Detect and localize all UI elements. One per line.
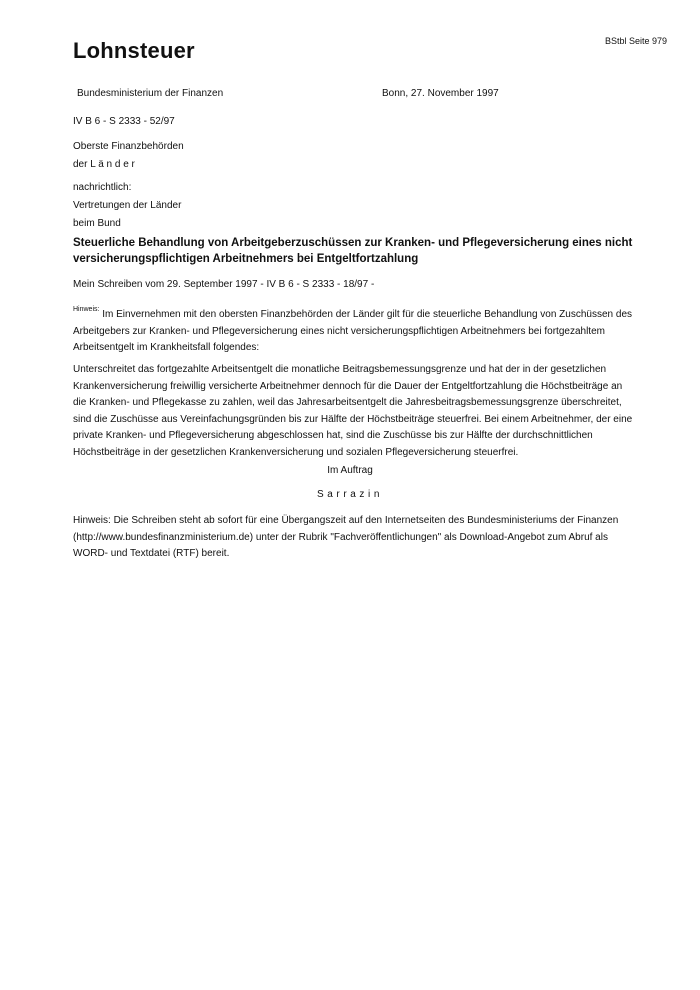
- body-paragraph-1: [73, 302, 633, 357]
- on-behalf-line: Im Auftrag: [327, 465, 373, 476]
- cc-line: beim Bund: [73, 218, 121, 229]
- subject-heading: Steuerliche Behandlung von Arbeitgeberzuschüssen zur Kranken- und Pflegeversicherung eines nicht versicherungspflichtigen Arbeitnehmers bei Entgeltfortzahlung: [73, 237, 633, 265]
- footer-note: Hinweis: Die Schreiben steht ab sofort für eine Übergangszeit auf den Internetseiten des Bundesministeriums der Finanzen (http://www.bundesfinanzministerium.de) unter der Rubrik "Fachveröffentlichungen" als Download-Angebot zum Abruf als WORD- und Textdatei (RTF) bereit.: [73, 515, 619, 559]
- page-reference: BStbl Seite 979: [604, 36, 667, 46]
- recipient-line: Oberste Finanzbehörden: [73, 141, 184, 152]
- cc-line: nachrichtlich:: [73, 182, 132, 193]
- recipients-block: [73, 138, 184, 174]
- signature: Sarrazin: [316, 489, 384, 500]
- page-title: Lohnsteuer: [73, 38, 195, 63]
- cc-line: Vertretungen der Länder: [73, 200, 182, 211]
- hint-label: Hinweis:: [73, 306, 100, 313]
- recipient-line: der L ä n d e r: [73, 159, 135, 170]
- cc-block: [73, 179, 181, 233]
- paragraph-1-text: Im Einvernehmen mit den obersten Finanzbehörden der Länder gilt für die steuerliche Behandlung von Zuschüssen des Arbeitgebers zur Kranken- und Pflegeversicherung eines nicht versicherungspflichtigen Arbeitnehmers bei fortgezahltem Arbeitsentgelt im Krankheitsfall folgendes:: [73, 309, 632, 353]
- previous-reference: Mein Schreiben vom 29. September 1997 - IV B 6 - S 2333 - 18/97 -: [73, 279, 375, 290]
- body-paragraph-2: Unterschreitet das fortgezahlte Arbeitsentgelt die monatliche Beitragsbemessungsgrenze und hat der in der gesetzlichen Krankenversicherung freiwillig versicherte Arbeitnehmer dennoch für die Dauer der Entgeltfortzahlung die Höchstbeiträge an die Kranken- und Pflegekasse zu zahlen, weil das Jahresarbeitsentgelt die Jahresbeitragsbemessungsgrenze überschreitet, sind die Zuschüsse aus Vereinfachungsgründen bis zur Hälfte der Höchstbeiträge steuerfrei. Bei einem Arbeitnehmer, der eine private Kranken- und Pflegeversicherung abgeschlossen hat, sind die Zuschüsse bis zur Hälfte der durchschnittlichen Höchstbeiträge in der gesetzlichen Krankenversicherung und sozialen Pflegeversicherung steuerfrei.: [73, 364, 633, 458]
- reference-number: IV B 6 - S 2333 - 52/97: [73, 116, 175, 127]
- issuing-authority: Bundesministerium der Finanzen: [77, 88, 224, 99]
- date-line: Bonn, 27. November 1997: [382, 88, 499, 99]
